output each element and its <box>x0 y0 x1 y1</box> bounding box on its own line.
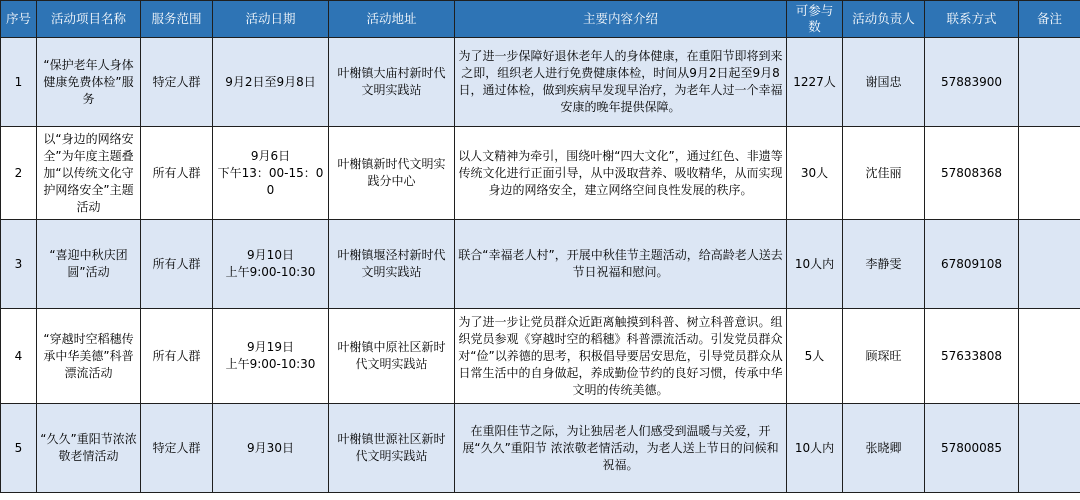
header-scope: 服务范围 <box>141 1 213 38</box>
cell-address: 叶榭镇世源社区新时代文明实践站 <box>329 404 455 493</box>
cell-address: 叶榭镇大庙村新时代文明实践站 <box>329 38 455 127</box>
cell-name: “保护老年人身体健康免费体检”服务 <box>37 38 141 127</box>
cell-capacity: 10人内 <box>787 220 843 309</box>
cell-name: 以“身边的网络安全”为年度主题叠加“以传统文化守护网络安全”主题活动 <box>37 127 141 220</box>
cell-content: 为了进一步保障好退休老年人的身体健康，在重阳节即将到来之即，组织老人进行免费健康体检，时间从9月2日起至9月8日，通过体检，做到疾病早发现早治疗，为老年人过一个幸福安康的晚年提供保障。 <box>455 38 787 127</box>
cell-name: “久久”重阳节浓浓敬老情活动 <box>37 404 141 493</box>
table-header <box>1 1 1080 38</box>
cell-remark <box>1019 127 1080 220</box>
cell-contact: 67809108 <box>925 220 1019 309</box>
cell-index: 3 <box>1 220 37 309</box>
cell-remark <box>1019 38 1080 127</box>
cell-date: 9月19日 上午9:00-10:30 <box>213 309 329 404</box>
table-row <box>1 38 1080 127</box>
cell-capacity: 30人 <box>787 127 843 220</box>
header-name: 活动项目名称 <box>37 1 141 38</box>
cell-leader: 李静雯 <box>843 220 925 309</box>
cell-leader: 顾琛旺 <box>843 309 925 404</box>
cell-contact: 57633808 <box>925 309 1019 404</box>
table-row <box>1 404 1080 493</box>
header-date: 活动日期 <box>213 1 329 38</box>
header-index: 序号 <box>1 1 37 38</box>
cell-address: 叶榭镇新时代文明实践分中心 <box>329 127 455 220</box>
cell-content: 联合“幸福老人村”，开展中秋佳节主题活动，给高龄老人送去节日祝福和慰问。 <box>455 220 787 309</box>
header-address: 活动地址 <box>329 1 455 38</box>
cell-index: 1 <box>1 38 37 127</box>
cell-capacity: 1227人 <box>787 38 843 127</box>
cell-leader: 沈佳丽 <box>843 127 925 220</box>
cell-contact: 57808368 <box>925 127 1019 220</box>
cell-date: 9月6日 下午13：00-15：00 <box>213 127 329 220</box>
cell-leader: 张晓卿 <box>843 404 925 493</box>
cell-date: 9月30日 <box>213 404 329 493</box>
header-content: 主要内容介绍 <box>455 1 787 38</box>
cell-index: 5 <box>1 404 37 493</box>
cell-content: 为了进一步让党员群众近距离触摸到科普、树立科普意识。组织党员参观《穿越时空的稻穗》科普漂流活动。引发党员群众对“俭”以养德的思考，积极倡导要居安思危，引导党员群众从日常生活中的自身做起，养成勤俭节约的良好习惯，传承中华文明的传统美德。 <box>455 309 787 404</box>
table-row <box>1 220 1080 309</box>
cell-scope: 所有人群 <box>141 127 213 220</box>
cell-content: 在重阳佳节之际，为让独居老人们感受到温暖与关爱，开展“久久”重阳节 浓浓敬老情活动，为老人送上节日的问候和祝福。 <box>455 404 787 493</box>
cell-scope: 特定人群 <box>141 404 213 493</box>
cell-address: 叶榭镇中原社区新时代文明实践站 <box>329 309 455 404</box>
header-remark: 备注 <box>1019 1 1080 38</box>
cell-content: 以人文精神为牵引，围绕叶榭“四大文化”，通过红色、非遗等传统文化进行正面引导，从中汲取营养、吸收精华，从而实现身边的网络安全，建立网络空间良性发展的秩序。 <box>455 127 787 220</box>
cell-date: 9月10日 上午9:00-10:30 <box>213 220 329 309</box>
cell-name: “喜迎中秋庆团圆”活动 <box>37 220 141 309</box>
cell-scope: 所有人群 <box>141 309 213 404</box>
cell-capacity: 10人内 <box>787 404 843 493</box>
cell-scope: 特定人群 <box>141 38 213 127</box>
table-row <box>1 127 1080 220</box>
cell-remark <box>1019 309 1080 404</box>
cell-index: 2 <box>1 127 37 220</box>
cell-name: “穿越时空稻穗传承中华美德”科普漂流活动 <box>37 309 141 404</box>
cell-leader: 谢国忠 <box>843 38 925 127</box>
header-leader: 活动负责人 <box>843 1 925 38</box>
table-row <box>1 309 1080 404</box>
header-contact: 联系方式 <box>925 1 1019 38</box>
cell-remark <box>1019 220 1080 309</box>
cell-index: 4 <box>1 309 37 404</box>
cell-contact: 57883900 <box>925 38 1019 127</box>
cell-address: 叶榭镇堰泾村新时代文明实践站 <box>329 220 455 309</box>
table-body <box>1 38 1080 493</box>
cell-remark <box>1019 404 1080 493</box>
cell-contact: 57800085 <box>925 404 1019 493</box>
header-capacity: 可参与数 <box>787 1 843 38</box>
cell-capacity: 5人 <box>787 309 843 404</box>
cell-date: 9月2日至9月8日 <box>213 38 329 127</box>
cell-scope: 所有人群 <box>141 220 213 309</box>
